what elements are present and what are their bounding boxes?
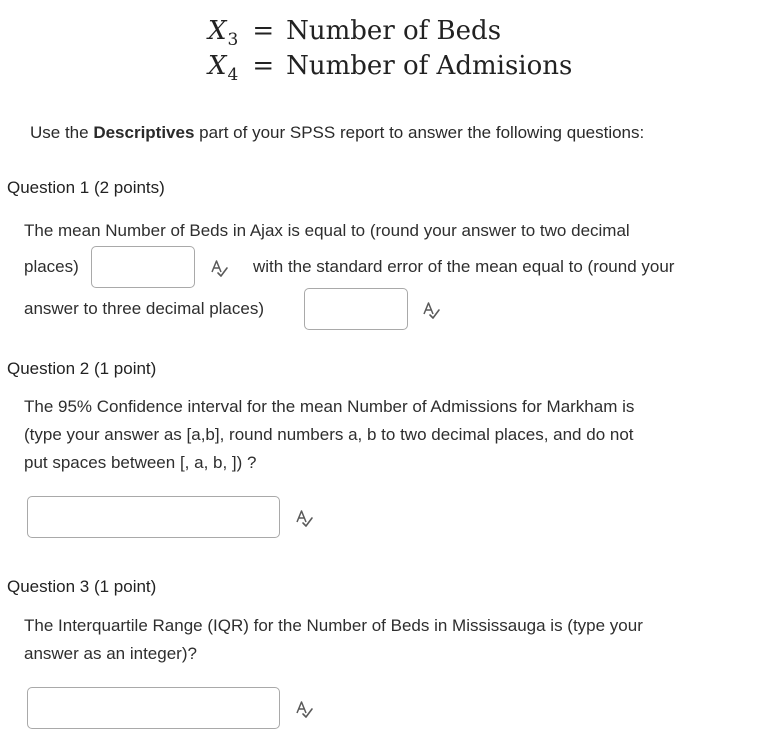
question-title: Question 3	[7, 577, 90, 596]
question-3-line-1: The Interquartile Range (IQR) for the Number of Beds in Mississauga is (type your	[24, 616, 643, 635]
instruction-text	[30, 123, 644, 143]
question-points: (1 point)	[89, 359, 157, 378]
question-1-line-1: The mean Number of Beds in Ajax is equal to (round your answer to two decimal	[24, 221, 630, 240]
spellcheck-icon[interactable]	[294, 508, 314, 528]
equation-x3	[208, 16, 502, 50]
question-points: (2 points)	[89, 178, 165, 197]
instruction-bold: Descriptives	[93, 123, 195, 142]
question-3-line-2: answer as an integer)?	[24, 644, 197, 663]
equation-equals: =	[252, 51, 275, 81]
spellcheck-icon[interactable]	[421, 300, 441, 320]
spellcheck-icon[interactable]	[294, 699, 314, 719]
question-3-input[interactable]	[27, 687, 280, 729]
question-1-line-2a: places)	[24, 257, 79, 276]
equation-x4	[208, 51, 573, 85]
equation-variable: X	[208, 51, 227, 81]
question-1-heading	[7, 178, 165, 198]
question-2-line-1: The 95% Confidence interval for the mean Number of Admissions for Markham is	[24, 397, 635, 416]
instruction-prefix: Use the	[30, 123, 94, 142]
equation-variable: X	[208, 16, 227, 46]
question-3-heading	[7, 577, 156, 597]
question-title: Question 1	[7, 178, 90, 197]
equation-subscript: 4	[227, 65, 239, 85]
question-1-se-input[interactable]	[304, 288, 408, 330]
question-2-input[interactable]	[27, 496, 280, 538]
question-1-line-2b: with the standard error of the mean equal to (round your	[253, 257, 675, 276]
question-title: Question 2	[7, 359, 90, 378]
instruction-suffix: part of your SPSS report to answer the following questions:	[194, 123, 645, 142]
question-points: (1 point)	[89, 577, 157, 596]
equation-equals: =	[252, 16, 275, 46]
equation-text: Number of Beds	[286, 16, 502, 46]
spellcheck-icon[interactable]	[209, 258, 229, 278]
question-1-mean-input[interactable]	[91, 246, 195, 288]
equation-text: Number of Admisions	[286, 51, 573, 81]
question-2-heading	[7, 359, 156, 379]
question-2-line-3: put spaces between [, a, b, ]) ?	[24, 453, 257, 472]
equation-subscript: 3	[227, 30, 239, 50]
question-1-line-3: answer to three decimal places)	[24, 299, 265, 318]
question-2-line-2: (type your answer as [a,b], round numbers a, b to two decimal places, and do not	[24, 425, 634, 444]
